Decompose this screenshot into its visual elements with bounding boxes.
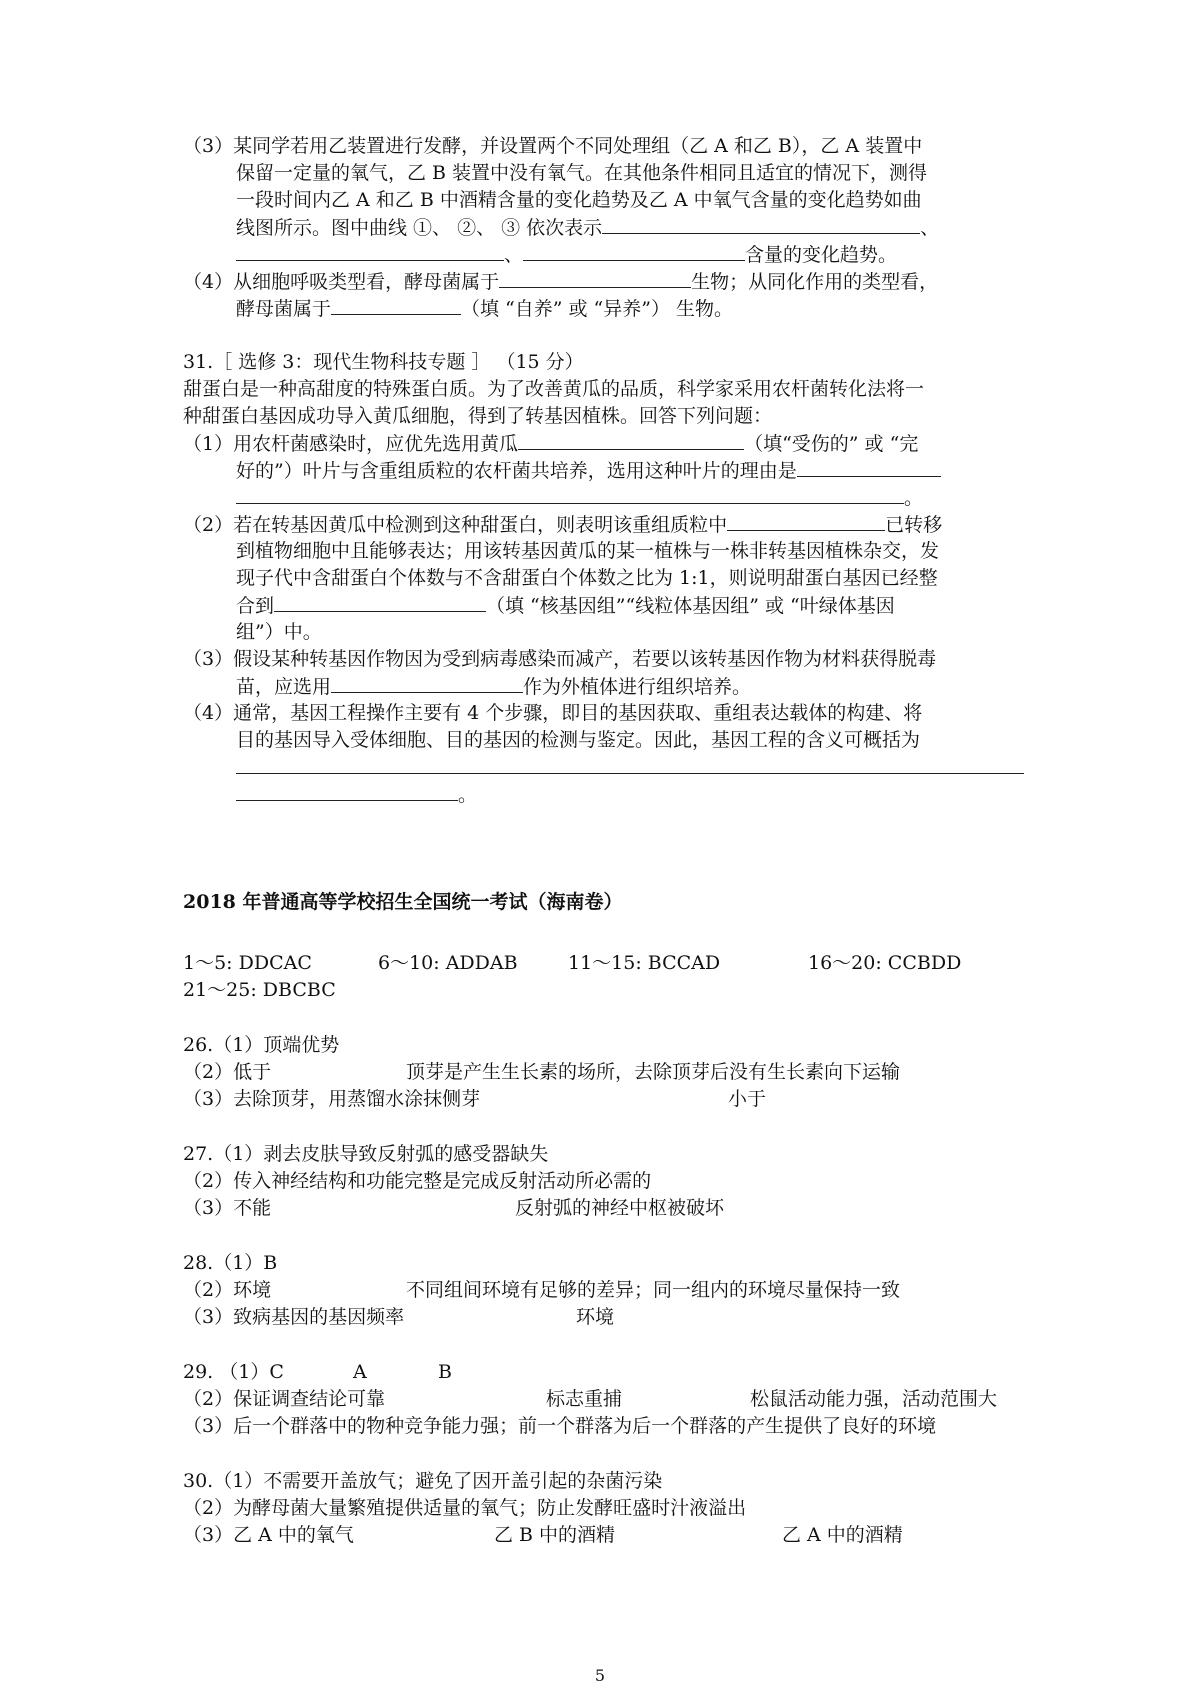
q30-3-line5 bbox=[236, 242, 897, 267]
q31-intro-line1: 甜蛋白是一种高甜度的特殊蛋白质。为了改善黄瓜的品质，科学家采用农杆菌转化法将一 bbox=[183, 378, 925, 400]
q31-4-line2: 目的基因导入受体细胞、目的基因的检测与鉴定。因此，基因工程的含义可概括为 bbox=[236, 729, 921, 751]
a28-line1: 28.（1）B bbox=[183, 1252, 278, 1274]
a26-line2-a: （2）低于 bbox=[183, 1061, 272, 1083]
q31-2-line1 bbox=[183, 512, 942, 537]
a26-line1: 26.（1）顶端优势 bbox=[183, 1034, 340, 1056]
q30-3-line4-sep: 、 bbox=[920, 217, 940, 239]
answer-blank bbox=[523, 242, 745, 261]
q31-2-line4-text: 合到 bbox=[236, 595, 275, 617]
q31-1-line3 bbox=[236, 485, 923, 510]
a30-line3-b: 乙 B 中的酒精 bbox=[494, 1524, 616, 1546]
answer-blank bbox=[331, 296, 461, 315]
q31-3-line2 bbox=[236, 674, 751, 699]
q30-4-line1-text: （4）从细胞呼吸类型看，酵母菌属于 bbox=[183, 271, 500, 293]
answer-blank bbox=[518, 431, 744, 450]
a26-line3-b: 小于 bbox=[728, 1088, 767, 1110]
q31-4-line4-end: 。 bbox=[458, 784, 478, 806]
answer-blank bbox=[727, 512, 885, 531]
mc-answers-5: 21～25: DBCBC bbox=[183, 979, 336, 1001]
q31-intro-line2: 种甜蛋白基因成功导入黄瓜细胞，得到了转基因植株。回答下列问题： bbox=[183, 405, 773, 427]
q31-1-line3-end: 。 bbox=[904, 487, 924, 509]
a27-line3-b: 反射弧的神经中枢被破坏 bbox=[515, 1197, 725, 1219]
q31-1-line1-tail: （填“受伤的” 或 “完 bbox=[744, 433, 919, 455]
q31-2-line1-tail: 已转移 bbox=[885, 514, 943, 536]
answer-blank bbox=[236, 242, 504, 261]
q31-2-line2: 到植物细胞中且能够表达；用该转基因黄瓜的某一植株与一株非转基因植株杂交，发 bbox=[236, 540, 940, 562]
q31-2-line5: 组”）中。 bbox=[236, 621, 322, 643]
answer-key-title: 2018 年普通高等学校招生全国统一考试（海南卷） bbox=[183, 891, 623, 913]
a30-line3-c: 乙 A 中的酒精 bbox=[782, 1524, 903, 1546]
a29-line1-b: A bbox=[353, 1361, 367, 1383]
a27-line1: 27.（1）剥去皮肤导致反射弧的感受器缺失 bbox=[183, 1143, 549, 1165]
q30-3-line1: （3）某同学若用乙装置进行发酵，并设置两个不同处理组（乙 A 和乙 B），乙 A 装置中 bbox=[183, 135, 923, 157]
a29-line3: （3）后一个群落中的物种竞争能力强；前一个群落为后一个群落的产生提供了良好的环境 bbox=[183, 1415, 937, 1437]
q31-1-line1-text: （1）用农杆菌感染时，应优先选用黄瓜 bbox=[183, 433, 519, 455]
a30-line2: （2）为酵母菌大量繁殖提供适量的氧气；防止发酵旺盛时汁液溢出 bbox=[183, 1497, 747, 1519]
answer-blank bbox=[331, 674, 523, 693]
a28-line2-b: 不同组间环境有足够的差异；同一组内的环境尽量保持一致 bbox=[406, 1279, 901, 1301]
a30-line3-a: （3）乙 A 中的氧气 bbox=[183, 1524, 354, 1546]
a27-line3-a: （3）不能 bbox=[183, 1197, 272, 1219]
answer-blank bbox=[236, 782, 458, 801]
answer-blank bbox=[236, 755, 1024, 774]
q31-3-line2-tail: 作为外植体进行组织培养。 bbox=[523, 676, 752, 698]
mc-answers-3: 11～15: BCCAD bbox=[568, 952, 721, 974]
a30-line1: 30.（1）不需要开盖放气；避免了因开盖引起的杂菌污染 bbox=[183, 1470, 663, 1492]
q31-4-line4 bbox=[236, 782, 477, 807]
q30-3-line5-text: 含量的变化趋势。 bbox=[745, 244, 898, 266]
q30-4-line2-text: 酵母菌属于 bbox=[236, 298, 332, 320]
q31-1-line1 bbox=[183, 431, 918, 456]
q30-4-line1-tail: 生物；从同化作用的类型看， bbox=[691, 271, 939, 293]
q31-2-line4-tail: （填 “核基因组”“线粒体基因组” 或 “叶绿体基因 bbox=[486, 595, 895, 617]
q30-3-line4-text: 线图所示。图中曲线 ①、 ②、 ③ 依次表示 bbox=[236, 217, 603, 239]
a27-line2: （2）传入神经结构和功能完整是完成反射活动所必需的 bbox=[183, 1170, 652, 1192]
q30-3-line2: 保留一定量的氧气，乙 B 装置中没有氧气。在其他条件相同且适宜的情况下，测得 bbox=[236, 162, 928, 184]
q30-3-line3: 一段时间内乙 A 和乙 B 中酒精含量的变化趋势及乙 A 中氧气含量的变化趋势如曲 bbox=[236, 189, 922, 211]
q31-heading: 31.［ 选修 3：现代生物科技专题 ］ （15 分） bbox=[183, 351, 584, 373]
q31-2-line3: 现子代中含甜蛋白个体数与不含甜蛋白个体数之比为 1:1，则说明甜蛋白基因已经整 bbox=[236, 567, 938, 589]
mc-answers-2: 6～10: ADDAB bbox=[378, 952, 518, 974]
q31-3-line1: （3）假设某种转基因作物因为受到病毒感染而减产，若要以该转基因作物为材料获得脱毒 bbox=[183, 648, 937, 670]
q31-2-line1-text: （2）若在转基因黄瓜中检测到这种甜蛋白，则表明该重组质粒中 bbox=[183, 514, 728, 536]
answer-blank bbox=[499, 269, 691, 288]
answer-blank bbox=[274, 593, 486, 612]
answer-blank bbox=[797, 458, 941, 477]
q30-3-line4 bbox=[236, 215, 939, 240]
a28-line3-a: （3）致病基因的基因频率 bbox=[183, 1306, 405, 1328]
a28-line3-b: 环境 bbox=[576, 1306, 615, 1328]
a29-line1-c: B bbox=[438, 1361, 452, 1383]
q31-2-line4 bbox=[236, 593, 895, 618]
q31-4-line1: （4）通常，基因工程操作主要有 4 个步骤，即目的基因获取、重组表达载体的构建、将 bbox=[183, 702, 923, 724]
a28-line2-a: （2）环境 bbox=[183, 1279, 272, 1301]
mc-answers-4: 16～20: CCBDD bbox=[808, 952, 962, 974]
q30-4-line2-tail: （填 “自养” 或 “异养”） 生物。 bbox=[461, 298, 734, 320]
a29-line2-a: （2）保证调查结论可靠 bbox=[183, 1388, 386, 1410]
a29-line2-c: 松鼠活动能力强，活动范围大 bbox=[750, 1388, 998, 1410]
a26-line3-a: （3）去除顶芽，用蒸馏水涂抹侧芽 bbox=[183, 1088, 481, 1110]
a29-line1-a: 29. （1）C bbox=[183, 1361, 284, 1383]
q31-1-line2 bbox=[236, 458, 941, 483]
page-number: 5 bbox=[594, 1666, 606, 1685]
mc-answers-1: 1～5: DDCAC bbox=[183, 952, 312, 974]
q30-4-line2 bbox=[236, 296, 733, 321]
answer-blank bbox=[602, 215, 920, 234]
q31-4-line3 bbox=[236, 755, 1024, 780]
q31-3-line2-text: 苗，应选用 bbox=[236, 676, 332, 698]
a26-line2-b: 顶芽是产生生长素的场所，去除顶芽后没有生长素向下运输 bbox=[406, 1061, 901, 1083]
a29-line2-b: 标志重捕 bbox=[546, 1388, 623, 1410]
q30-3-line5-sep: 、 bbox=[504, 244, 524, 266]
q31-1-line2-text: 好的”）叶片与含重组质粒的农杆菌共培养，选用这种叶片的理由是 bbox=[236, 460, 797, 482]
answer-blank bbox=[236, 485, 904, 504]
q30-4-line1 bbox=[183, 269, 938, 294]
